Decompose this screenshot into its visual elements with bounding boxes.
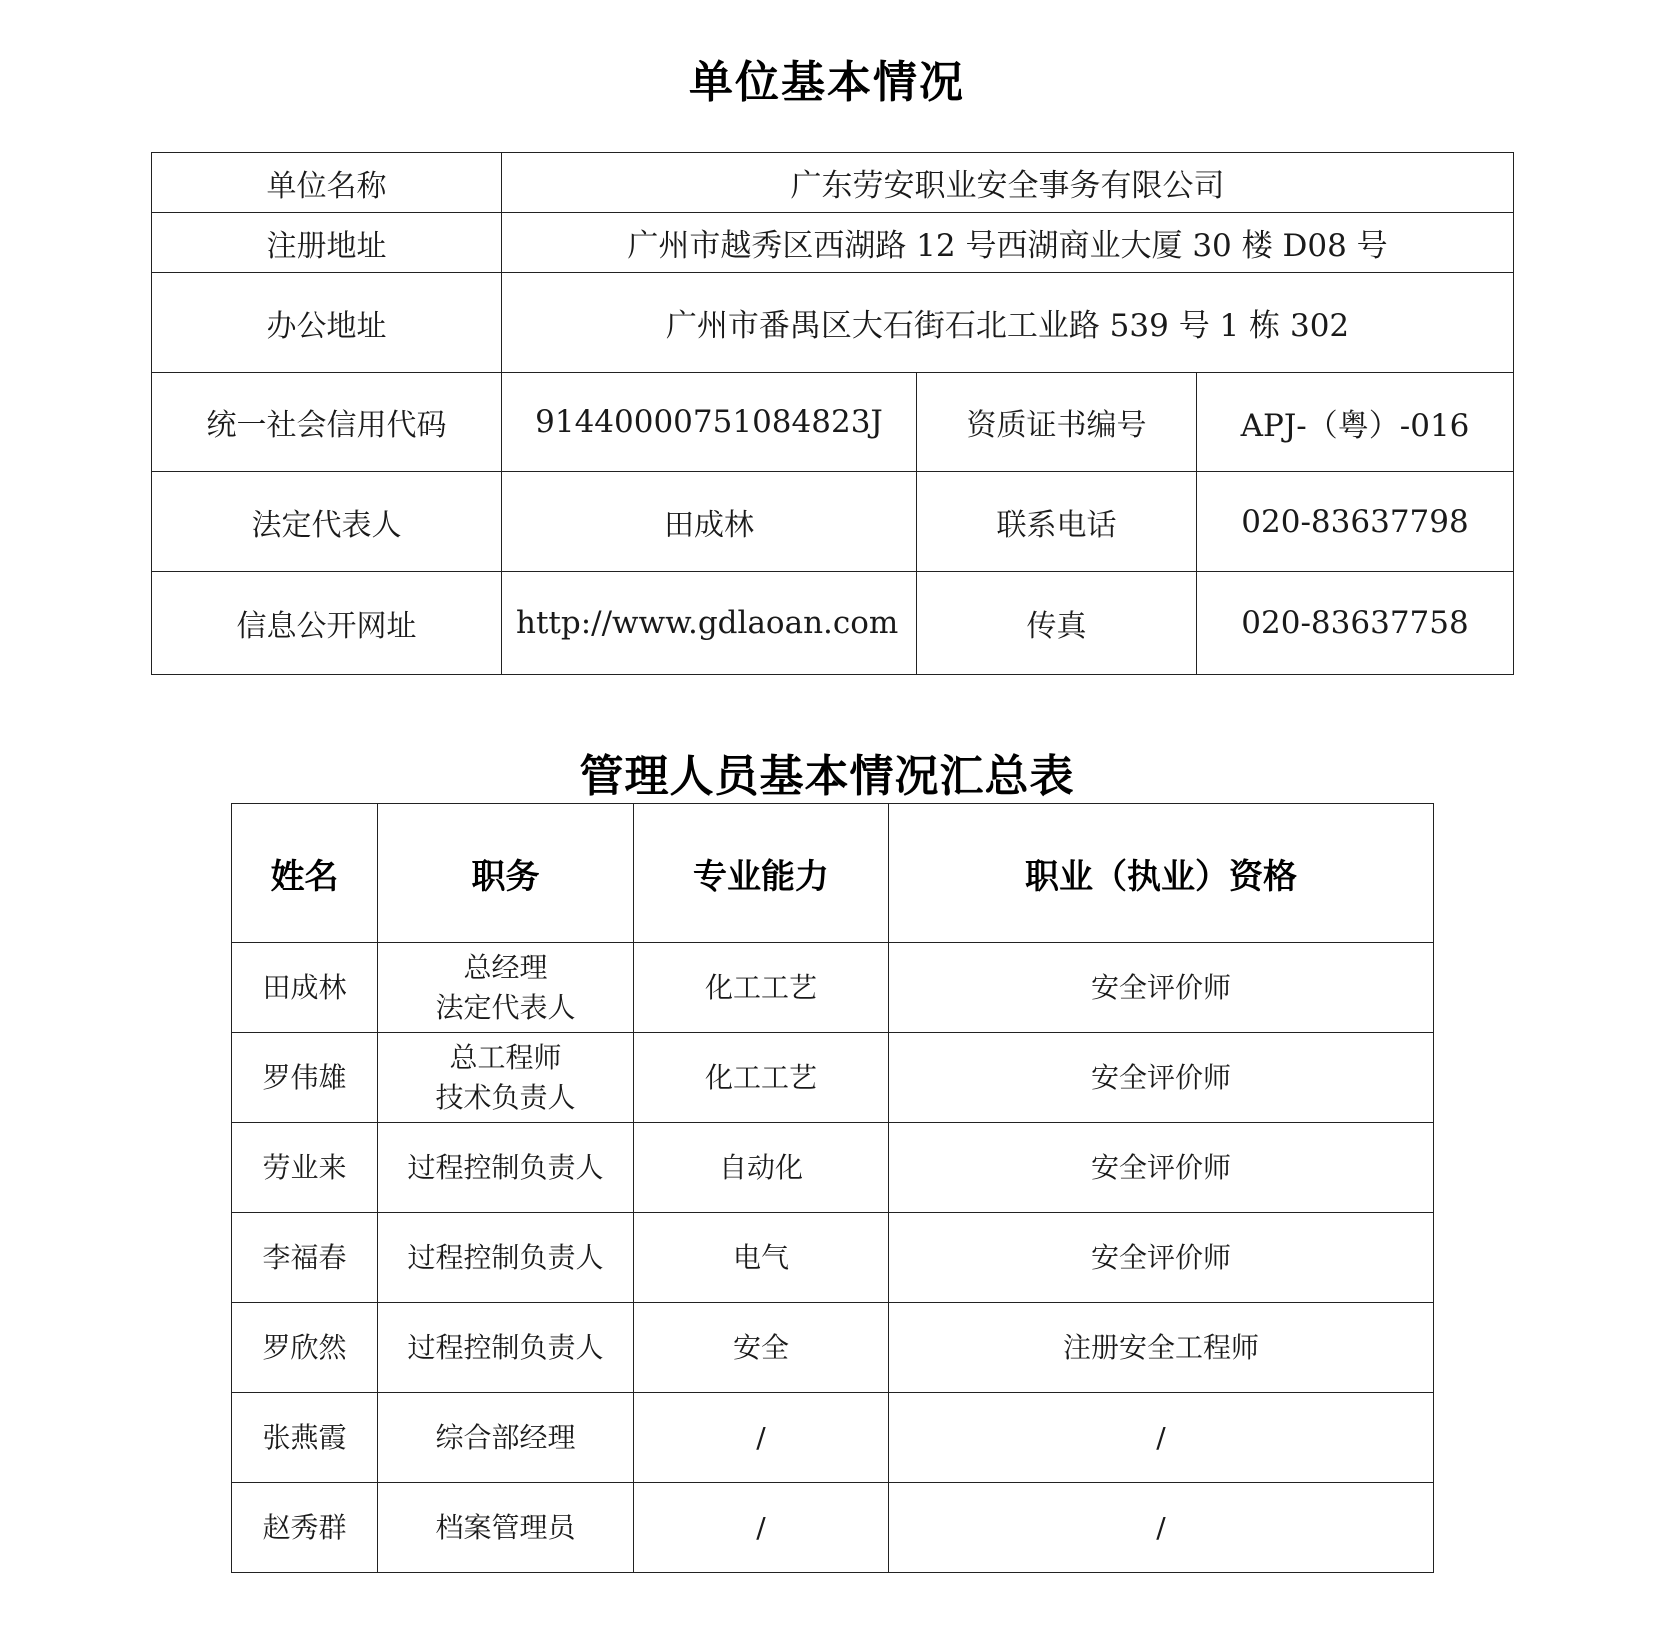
table-row bbox=[232, 1483, 1434, 1573]
cell-position bbox=[378, 1033, 634, 1123]
position-line: 总工程师 bbox=[449, 1040, 562, 1074]
label-fax: 传真 bbox=[917, 572, 1197, 675]
table-row bbox=[232, 1033, 1434, 1123]
cell-qualification: 注册安全工程师 bbox=[889, 1303, 1434, 1393]
table-row bbox=[232, 1123, 1434, 1213]
label-phone: 联系电话 bbox=[917, 472, 1197, 572]
cell-qualification: / bbox=[889, 1393, 1434, 1483]
cell-position: 过程控制负责人 bbox=[378, 1213, 634, 1303]
info-row-website bbox=[152, 572, 1514, 675]
value-credit-code: 91440000751084823J bbox=[502, 373, 917, 472]
label-office-address: 办公地址 bbox=[152, 273, 502, 373]
value-legal-representative: 田成林 bbox=[502, 472, 917, 572]
cell-qualification: 安全评价师 bbox=[889, 1123, 1434, 1213]
table-row bbox=[232, 1303, 1434, 1393]
cell-name: 田成林 bbox=[232, 943, 378, 1033]
info-row-reg-address bbox=[152, 213, 1514, 273]
info-row-name bbox=[152, 153, 1514, 213]
label-company-name: 单位名称 bbox=[152, 153, 502, 213]
header-qualification: 职业（执业）资格 bbox=[889, 804, 1434, 943]
value-office-address: 广州市番禺区大石街石北工业路 539 号 1 栋 302 bbox=[502, 273, 1514, 373]
position-line: 技术负责人 bbox=[435, 1080, 576, 1114]
cell-qualification: 安全评价师 bbox=[889, 943, 1434, 1033]
header-specialty: 专业能力 bbox=[634, 804, 889, 943]
info-row-credit-code bbox=[152, 373, 1514, 472]
value-registered-address: 广州市越秀区西湖路 12 号西湖商业大厦 30 楼 D08 号 bbox=[502, 213, 1514, 273]
label-credit-code: 统一社会信用代码 bbox=[152, 373, 502, 472]
cell-name: 张燕霞 bbox=[232, 1393, 378, 1483]
table-row bbox=[232, 943, 1434, 1033]
value-phone: 020-83637798 bbox=[1197, 472, 1514, 572]
cell-qualification: / bbox=[889, 1483, 1434, 1573]
label-website: 信息公开网址 bbox=[152, 572, 502, 675]
value-company-name: 广东劳安职业安全事务有限公司 bbox=[502, 153, 1514, 213]
cell-specialty: / bbox=[634, 1483, 889, 1573]
value-website-link[interactable]: http://www.gdlaoan.com bbox=[502, 572, 917, 675]
cell-name: 李福春 bbox=[232, 1213, 378, 1303]
cell-specialty: / bbox=[634, 1393, 889, 1483]
cell-name: 罗伟雄 bbox=[232, 1033, 378, 1123]
cell-qualification: 安全评价师 bbox=[889, 1213, 1434, 1303]
position-line: 总经理 bbox=[463, 950, 548, 984]
cell-position: 档案管理员 bbox=[378, 1483, 634, 1573]
cell-position: 过程控制负责人 bbox=[378, 1123, 634, 1213]
cell-name: 劳业来 bbox=[232, 1123, 378, 1213]
table-row bbox=[232, 1393, 1434, 1483]
value-fax: 020-83637758 bbox=[1197, 572, 1514, 675]
header-position: 职务 bbox=[378, 804, 634, 943]
company-info-table bbox=[151, 152, 1514, 675]
cell-name: 赵秀群 bbox=[232, 1483, 378, 1573]
cell-specialty: 自动化 bbox=[634, 1123, 889, 1213]
info-row-office-address bbox=[152, 273, 1514, 373]
cell-position: 综合部经理 bbox=[378, 1393, 634, 1483]
value-cert-number: APJ-（粤）-016 bbox=[1197, 373, 1514, 472]
label-registered-address: 注册地址 bbox=[152, 213, 502, 273]
label-cert-number: 资质证书编号 bbox=[917, 373, 1197, 472]
cell-specialty: 电气 bbox=[634, 1213, 889, 1303]
label-legal-representative: 法定代表人 bbox=[152, 472, 502, 572]
position-line: 法定代表人 bbox=[435, 990, 576, 1024]
cell-qualification: 安全评价师 bbox=[889, 1033, 1434, 1123]
staff-summary-title: 管理人员基本情况汇总表 bbox=[579, 751, 1075, 802]
cell-position: 过程控制负责人 bbox=[378, 1303, 634, 1393]
info-row-legal-rep bbox=[152, 472, 1514, 572]
table-row bbox=[232, 1213, 1434, 1303]
cell-specialty: 安全 bbox=[634, 1303, 889, 1393]
staff-summary-table bbox=[231, 803, 1434, 1573]
cell-specialty: 化工工艺 bbox=[634, 1033, 889, 1123]
staff-header-row bbox=[232, 804, 1434, 943]
header-name: 姓名 bbox=[232, 804, 378, 943]
cell-name: 罗欣然 bbox=[232, 1303, 378, 1393]
cell-position bbox=[378, 943, 634, 1033]
cell-specialty: 化工工艺 bbox=[634, 943, 889, 1033]
company-info-title: 单位基本情况 bbox=[689, 57, 965, 108]
